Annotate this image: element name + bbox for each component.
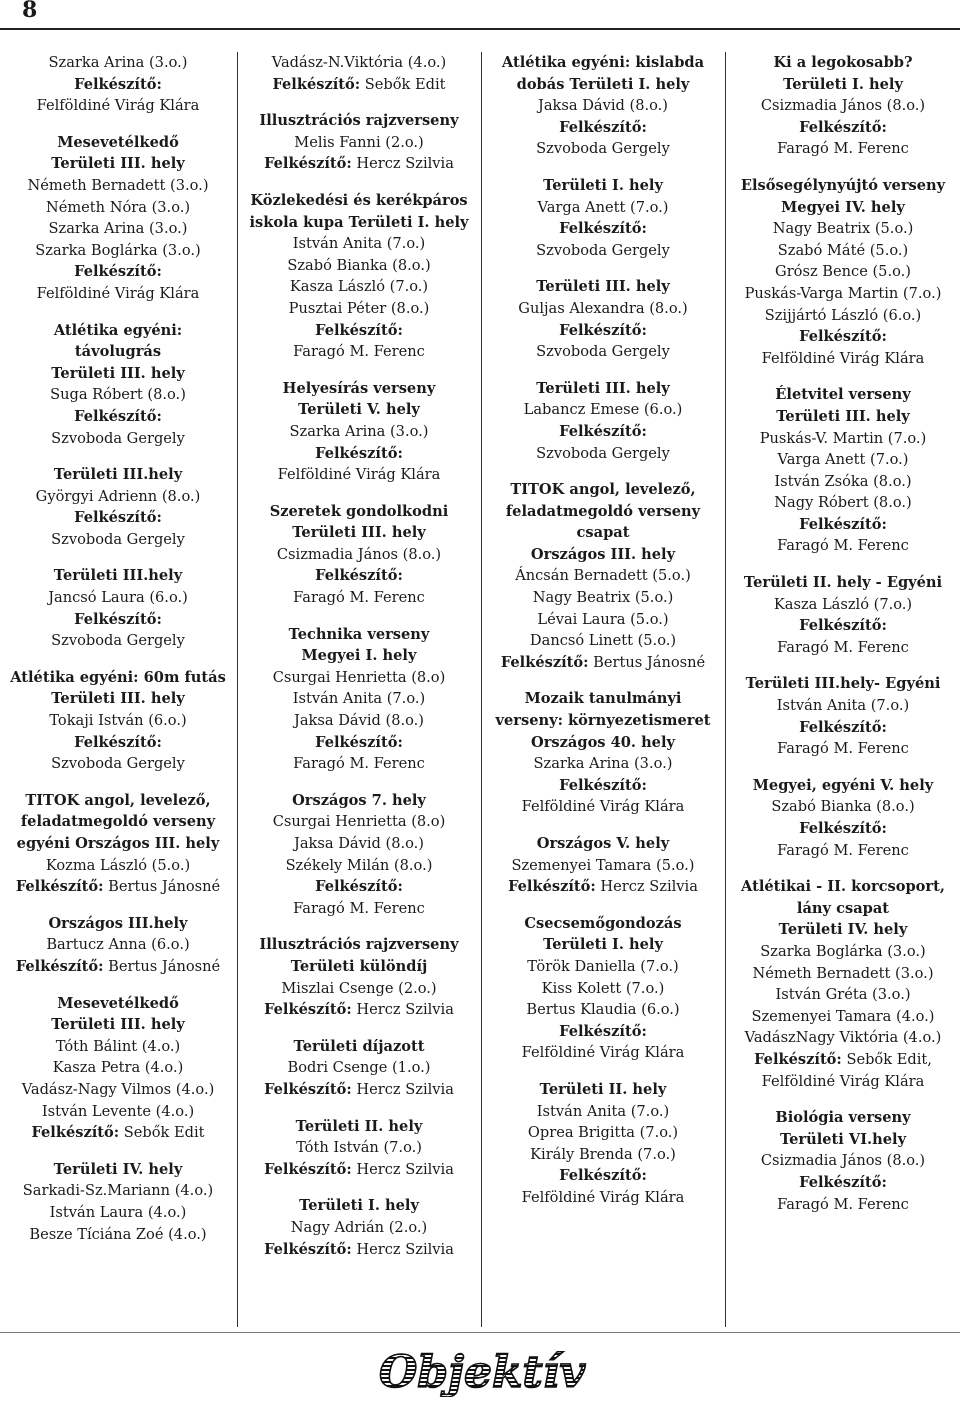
preparer-name: Bertus Jánosné: [103, 878, 221, 896]
entry-block: [0, 565, 236, 651]
entry-block: [0, 132, 236, 305]
preparer-label: Felkészítő:: [500, 653, 589, 671]
entry-text: Faragó M. Ferenc: [293, 589, 425, 607]
page-number: 8: [22, 0, 38, 23]
entry-text: Suga Róbert (8.o.): [50, 386, 186, 404]
entry-text: Bertus Klaudia (6.o.): [526, 1001, 680, 1019]
entry-heading: Felkészítő:: [315, 444, 403, 462]
entry-text: Felföldiné Virág Klára: [521, 1044, 685, 1062]
entry-heading: Területi II. hely: [539, 1080, 667, 1098]
entry-text: Szemenyei Tamara (5.o.): [511, 856, 695, 874]
preparer-label: Felkészítő:: [15, 957, 104, 975]
entry-text: Szabó Máté (5.o.): [777, 241, 909, 259]
entry-text: István Anita (7.o.): [536, 1102, 670, 1120]
preparer-label: Felkészítő:: [264, 1240, 352, 1258]
entry-text: Varga Anett (7.o.): [537, 198, 669, 216]
entry-block: [726, 1107, 960, 1215]
entry-block: [482, 276, 724, 362]
entry-text: Faragó M. Ferenc: [293, 755, 425, 773]
entry-text: Török Daniella (7.o.): [527, 957, 679, 975]
preparer-label: Felkészítő:: [754, 1050, 842, 1068]
entry-heading: Technika verseny: [288, 625, 430, 643]
entry-heading: Területi II. hely: [295, 1117, 423, 1135]
entry-block: [238, 1036, 480, 1101]
entry-heading: lány csapat: [796, 899, 890, 917]
entry-text: VadászNagy Viktória (4.o.): [744, 1029, 942, 1047]
entry-text: Szabó Bianka (8.o.): [287, 256, 431, 274]
entry-heading: TITOK angol, levelező,: [25, 791, 211, 809]
objektiv-logo: [360, 1345, 605, 1397]
entry-text: Nagy Beatrix (5.o.): [532, 589, 674, 607]
entry-heading: iskola kupa Területi I. hely: [249, 213, 469, 231]
preparer-name: Hercz Szilvia: [351, 1240, 454, 1258]
entry-text: Felföldiné Virág Klára: [521, 798, 685, 816]
entry-heading: Felkészítő:: [74, 733, 162, 751]
entry-text: Jaksa Dávid (8.o.): [294, 835, 424, 852]
entry-block: [238, 52, 480, 95]
entry-heading: Területi különdíj: [290, 957, 428, 975]
entry-heading: csapat: [576, 524, 630, 542]
entry-text: István Levente (4.o.): [41, 1102, 195, 1120]
preparer-line: [482, 876, 724, 898]
entry-text: Szvoboda Gergely: [51, 530, 185, 548]
entry-text: Nagy Beatrix (5.o.): [772, 220, 914, 238]
entry-text: Faragó M. Ferenc: [777, 1195, 909, 1213]
entry-text: Csizmadia János (8.o.): [760, 1152, 926, 1170]
entry-heading: Felkészítő:: [74, 509, 162, 527]
entry-heading: Felkészítő:: [559, 321, 647, 339]
entry-text: Felföldiné Virág Klára: [761, 349, 925, 367]
preparer-line: [482, 652, 724, 674]
entry-block: [726, 673, 960, 759]
entry-block: [726, 876, 960, 1092]
logo-text: Objektív: [378, 1347, 586, 1397]
entry-block: [238, 110, 480, 175]
preparer-line: [238, 1079, 480, 1101]
entry-text: Szemenyei Tamara (4.o.): [751, 1007, 935, 1025]
entry-text: Labancz Emese (6.o.): [523, 401, 683, 419]
entry-text: Székely Milán (8.o.): [285, 856, 433, 874]
entry-heading: Területi III. hely: [51, 364, 185, 382]
entry-block: [726, 175, 960, 369]
entry-heading: Országos 40. hely: [531, 733, 675, 751]
entry-heading: Mozaik tanulmányi: [524, 690, 682, 708]
entry-heading: Felkészítő:: [799, 515, 887, 533]
entry-block: [238, 790, 480, 920]
entry-block: [482, 688, 724, 818]
preparer-line: [726, 1049, 960, 1071]
entry-text: Szvoboda Gergely: [536, 444, 670, 462]
entry-heading: egyéni Országos III. hely: [16, 835, 220, 852]
entry-heading: Atlétika egyéni:: [53, 321, 183, 339]
entry-text: Faragó M. Ferenc: [777, 638, 909, 656]
entry-text: Szarka Arina (3.o.): [533, 755, 673, 773]
entry-text: Kiss Kolett (7.o.): [541, 979, 665, 997]
entry-block: [238, 934, 480, 1020]
entry-text: Faragó M. Ferenc: [777, 740, 909, 758]
entry-text: István Anita (7.o.): [292, 235, 426, 253]
preparer-name: Hercz Szilvia: [351, 1001, 454, 1019]
entry-heading: Területi IV. hely: [778, 921, 908, 939]
entry-heading: TITOK angol, levelező,: [510, 481, 696, 499]
preparer-name: Sebők Edit: [119, 1124, 205, 1142]
entry-heading: Atlétikai - II. korcsoport,: [741, 878, 945, 896]
entry-text: Szvoboda Gergely: [51, 429, 185, 447]
preparer-label: Felkészítő:: [508, 878, 596, 896]
entry-block: [238, 1116, 480, 1181]
page-header: [0, 0, 960, 30]
entry-heading: dobás Területi I. hely: [516, 75, 690, 93]
columns: [0, 52, 960, 1327]
entry-text: Pusztai Péter (8.o.): [288, 299, 430, 317]
entry-heading: Felkészítő:: [799, 328, 887, 346]
entry-block: [726, 384, 960, 557]
preparer-label: Felkészítő:: [272, 75, 361, 93]
preparer-label: Felkészítő:: [264, 1160, 352, 1178]
entry-block: [482, 913, 724, 1064]
column-4: [725, 52, 960, 1327]
entry-text: Szarka Boglárka (3.o.): [760, 942, 926, 960]
entry-text: Tóth Bálint (4.o.): [55, 1037, 181, 1055]
entry-heading: Felkészítő:: [799, 617, 887, 635]
preparer-line: [238, 1159, 480, 1181]
entry-text: Melis Fanni (2.o.): [294, 133, 424, 151]
entry-heading: Területi I. hely: [299, 1197, 419, 1215]
entry-text: Felföldiné Virág Klára: [36, 284, 200, 302]
entry-text: István Anita (7.o.): [776, 697, 910, 715]
entry-heading: feladatmegoldó verseny: [20, 813, 216, 831]
entry-heading: Területi III.hely: [53, 567, 183, 585]
preparer-name: Hercz Szilvia: [351, 155, 454, 173]
entry-heading: Felkészítő:: [799, 820, 887, 837]
entry-block: [482, 378, 724, 464]
entry-heading: Mesevetélkedő: [57, 133, 179, 151]
entry-text: Vadász-Nagy Vilmos (4.o.): [21, 1080, 215, 1098]
entry-text: Jancsó Laura (6.o.): [48, 589, 188, 607]
entry-text: Szabó Bianka (8.o.): [771, 798, 915, 816]
preparer-name: Hercz Szilvia: [351, 1080, 454, 1098]
preparer-name: Hercz Szilvia: [595, 878, 698, 896]
entry-text: Felföldiné Virág Klára: [761, 1072, 925, 1090]
entry-heading: Felkészítő:: [315, 321, 403, 339]
entry-heading: feladatmegoldó verseny: [505, 502, 701, 520]
entry-block: [482, 479, 724, 673]
entry-block: [482, 175, 724, 261]
entry-heading: Felkészítő:: [799, 718, 887, 736]
entry-heading: Területi III.hely: [53, 466, 183, 484]
entry-text: Németh Bernadett (3.o.): [752, 964, 934, 982]
entry-heading: Felkészítő:: [559, 1022, 647, 1040]
entry-heading: Felkészítő:: [315, 878, 403, 896]
preparer-name: Sebők Edit,: [841, 1050, 932, 1068]
entry-text: Györgyi Adrienn (8.o.): [35, 487, 201, 505]
entry-heading: Felkészítő:: [559, 1167, 647, 1185]
entry-heading: Területi II. hely - Egyéni: [743, 574, 943, 592]
preparer-name: Bertus Jánosné: [103, 957, 221, 975]
entry-text: Oprea Brigitta (7.o.): [527, 1124, 679, 1142]
entry-heading: Felkészítő:: [559, 118, 647, 136]
entry-heading: Felkészítő:: [559, 776, 647, 794]
entry-heading: Területi III. hely: [536, 278, 670, 296]
entry-text: Vadász-N.Viktória (4.o.): [271, 54, 447, 71]
entry-heading: Területi I. hely: [543, 176, 663, 194]
entry-text: István Anita (7.o.): [292, 690, 426, 708]
entry-text: Jaksa Dávid (8.o.): [294, 712, 424, 730]
entry-heading: Területi III. hely: [292, 524, 426, 542]
entry-text: Szvoboda Gergely: [536, 241, 670, 259]
preparer-line: [0, 956, 236, 978]
entry-text: István Gréta (3.o.): [775, 986, 911, 1004]
entry-heading: Felkészítő:: [74, 610, 162, 628]
entry-text: Csizmadia János (8.o.): [276, 545, 442, 563]
entry-block: [238, 190, 480, 363]
preparer-label: Felkészítő:: [264, 1001, 352, 1019]
entry-heading: Felkészítő:: [315, 733, 403, 751]
entry-text: Szvoboda Gergely: [51, 632, 185, 650]
entry-text: Tokaji István (6.o.): [49, 712, 187, 730]
entry-heading: Területi III. hely: [51, 690, 185, 708]
entry-text: Dancsó Linett (5.o.): [529, 632, 677, 650]
preparer-line: [238, 153, 480, 175]
entry-text: Felföldiné Virág Klára: [277, 466, 441, 484]
preparer-label: Felkészítő:: [264, 155, 352, 173]
entry-block: [0, 913, 236, 978]
entry-heading: Felkészítő:: [799, 118, 887, 136]
preparer-label: Felkészítő:: [31, 1124, 120, 1142]
entry-heading: Felkészítő:: [315, 567, 403, 585]
entry-block: [0, 320, 236, 450]
entry-block: [0, 1159, 236, 1245]
entry-text: Kozma László (5.o.): [45, 856, 191, 874]
entry-text: Csurgai Henrietta (8.o): [272, 668, 446, 686]
entry-block: [238, 624, 480, 775]
entry-heading: Elsősegélynyújtó verseny: [740, 176, 946, 194]
entry-heading: Helyesírás verseny: [282, 379, 436, 397]
entry-heading: Országos III. hely: [530, 545, 676, 563]
entry-text: Felföldiné Virág Klára: [36, 97, 200, 115]
preparer-line: [0, 876, 236, 898]
entry-heading: Területi IV. hely: [53, 1160, 183, 1178]
footer-rule: [0, 1332, 960, 1333]
entry-heading: Atlétika egyéni: 60m futás: [10, 668, 226, 686]
entry-heading: Területi I. hely: [783, 75, 903, 93]
entry-text: Kasza László (7.o.): [773, 595, 913, 613]
entry-heading: Felkészítő:: [559, 220, 647, 238]
entry-heading: Felkészítő:: [74, 263, 162, 281]
entry-text: István Laura (4.o.): [49, 1203, 187, 1221]
entry-block: [726, 775, 960, 861]
preparer-label: Felkészítő:: [15, 878, 104, 896]
entry-text: Csizmadia János (8.o.): [760, 97, 926, 115]
entry-block: [482, 1079, 724, 1209]
entry-block: [0, 464, 236, 550]
entry-block: [0, 790, 236, 898]
entry-text: Sarkadi-Sz.Mariann (4.o.): [22, 1182, 214, 1200]
entry-block: [0, 993, 236, 1144]
entry-text: Bodri Csenge (1.o.): [287, 1059, 431, 1077]
entry-text: Miszlai Csenge (2.o.): [281, 979, 437, 997]
entry-text: Besze Tíciána Zoé (4.o.): [29, 1225, 207, 1243]
entry-text: Kasza Petra (4.o.): [52, 1059, 184, 1077]
entry-heading: Területi díjazott: [293, 1037, 425, 1055]
entry-heading: Felkészítő:: [74, 75, 162, 93]
entry-text: Varga Anett (7.o.): [777, 451, 909, 469]
entry-heading: Illusztrációs rajzverseny: [259, 936, 459, 954]
entry-heading: Atlétika egyéni: kislabda: [501, 54, 705, 71]
preparer-name: Bertus Jánosné: [588, 653, 706, 671]
entry-text: Áncsán Bernadett (5.o.): [515, 567, 691, 585]
column-3: [481, 52, 724, 1327]
entry-text: Németh Nóra (3.o.): [45, 198, 191, 216]
entry-heading: távolugrás: [74, 343, 162, 361]
entry-text: Szarka Arina (3.o.): [289, 422, 429, 440]
entry-block: [238, 1195, 480, 1260]
entry-heading: Felkészítő:: [799, 1173, 887, 1191]
entry-text: István Zsóka (8.o.): [774, 472, 912, 490]
entry-text: Szarka Arina (3.o.): [48, 220, 188, 238]
entry-text: Faragó M. Ferenc: [777, 140, 909, 158]
entry-heading: Megyei I. hely: [301, 647, 417, 665]
preparer-name: Hercz Szilvia: [351, 1160, 454, 1178]
entry-text: Puskás-V. Martin (7.o.): [759, 429, 927, 447]
entry-heading: Csecsemőgondozás: [524, 914, 682, 932]
entry-text: Király Brenda (7.o.): [530, 1145, 676, 1163]
entry-heading: Területi III. hely: [51, 155, 185, 173]
preparer-line: [238, 1239, 480, 1261]
entry-heading: Közlekedési és kerékpáros: [250, 191, 468, 209]
entry-text: Szvoboda Gergely: [536, 343, 670, 361]
entry-block: [482, 833, 724, 898]
entry-block: [238, 378, 480, 486]
entry-text: Nagy Adrián (2.o.): [290, 1218, 428, 1236]
entry-text: Csurgai Henrietta (8.o): [272, 813, 446, 831]
entry-text: Puskás-Varga Martin (7.o.): [744, 284, 942, 302]
entry-text: Németh Bernadett (3.o.): [27, 176, 209, 194]
entry-heading: Illusztrációs rajzverseny: [259, 112, 459, 130]
entry-heading: Megyei IV. hely: [781, 198, 905, 216]
column-2: [237, 52, 480, 1327]
entry-heading: Életvitel verseny: [775, 386, 911, 404]
entry-text: Tóth István (7.o.): [296, 1139, 422, 1157]
entry-text: Szijjártó László (6.o.): [764, 306, 922, 324]
entry-heading: Területi I. hely: [543, 936, 663, 954]
entry-heading: Országos 7. hely: [292, 791, 426, 809]
column-1: [0, 52, 236, 1327]
entry-heading: Mesevetélkedő: [57, 994, 179, 1012]
entry-text: Faragó M. Ferenc: [777, 841, 909, 859]
entry-heading: verseny: környezetismeret: [495, 712, 711, 730]
entry-heading: Ki a legokosabb?: [773, 54, 913, 71]
entry-text: Szarka Arina (3.o.): [48, 54, 188, 71]
entry-text: Szvoboda Gergely: [51, 755, 185, 773]
entry-heading: Felkészítő:: [74, 407, 162, 425]
entry-heading: Területi III. hely: [51, 1016, 185, 1034]
entry-heading: Területi III.hely- Egyéni: [745, 675, 941, 693]
entry-heading: Országos V. hely: [536, 835, 670, 852]
entry-block: [238, 501, 480, 609]
entry-block: [0, 667, 236, 775]
entry-text: Jaksa Dávid (8.o.): [538, 97, 668, 115]
preparer-label: Felkészítő:: [264, 1080, 352, 1098]
preparer-line: [0, 1122, 236, 1144]
entry-heading: Felkészítő:: [559, 422, 647, 440]
entry-heading: Területi III. hely: [536, 379, 670, 397]
entry-text: Nagy Róbert (8.o.): [774, 494, 912, 512]
entry-text: Faragó M. Ferenc: [777, 537, 909, 555]
entry-heading: Megyei, egyéni V. hely: [752, 776, 934, 794]
entry-text: Kasza László (7.o.): [289, 278, 429, 296]
entry-text: Lévai Laura (5.o.): [537, 610, 669, 628]
entry-heading: Területi III. hely: [776, 407, 910, 425]
preparer-line: [238, 999, 480, 1021]
entry-heading: Országos III.hely: [48, 914, 188, 932]
entry-block: [482, 52, 724, 160]
entry-text: Felföldiné Virág Klára: [521, 1188, 685, 1206]
entry-heading: Biológia verseny: [775, 1109, 911, 1127]
entry-block: [726, 52, 960, 160]
entry-text: Guljas Alexandra (8.o.): [518, 299, 688, 317]
preparer-line: [238, 74, 480, 96]
entry-heading: Szeretek gondolkodni: [269, 502, 449, 520]
entry-text: Szvoboda Gergely: [536, 140, 670, 158]
entry-text: Bartucz Anna (6.o.): [46, 936, 190, 954]
entry-text: Faragó M. Ferenc: [293, 343, 425, 361]
entry-block: [726, 572, 960, 658]
entry-text: Faragó M. Ferenc: [293, 899, 425, 917]
entry-heading: Területi V. hely: [298, 401, 420, 419]
preparer-name: Sebők Edit: [360, 75, 446, 93]
entry-heading: Területi VI.hely: [779, 1130, 907, 1148]
entry-text: Szarka Boglárka (3.o.): [35, 241, 201, 259]
entry-text: Grósz Bence (5.o.): [775, 263, 911, 281]
entry-block: [0, 52, 236, 117]
